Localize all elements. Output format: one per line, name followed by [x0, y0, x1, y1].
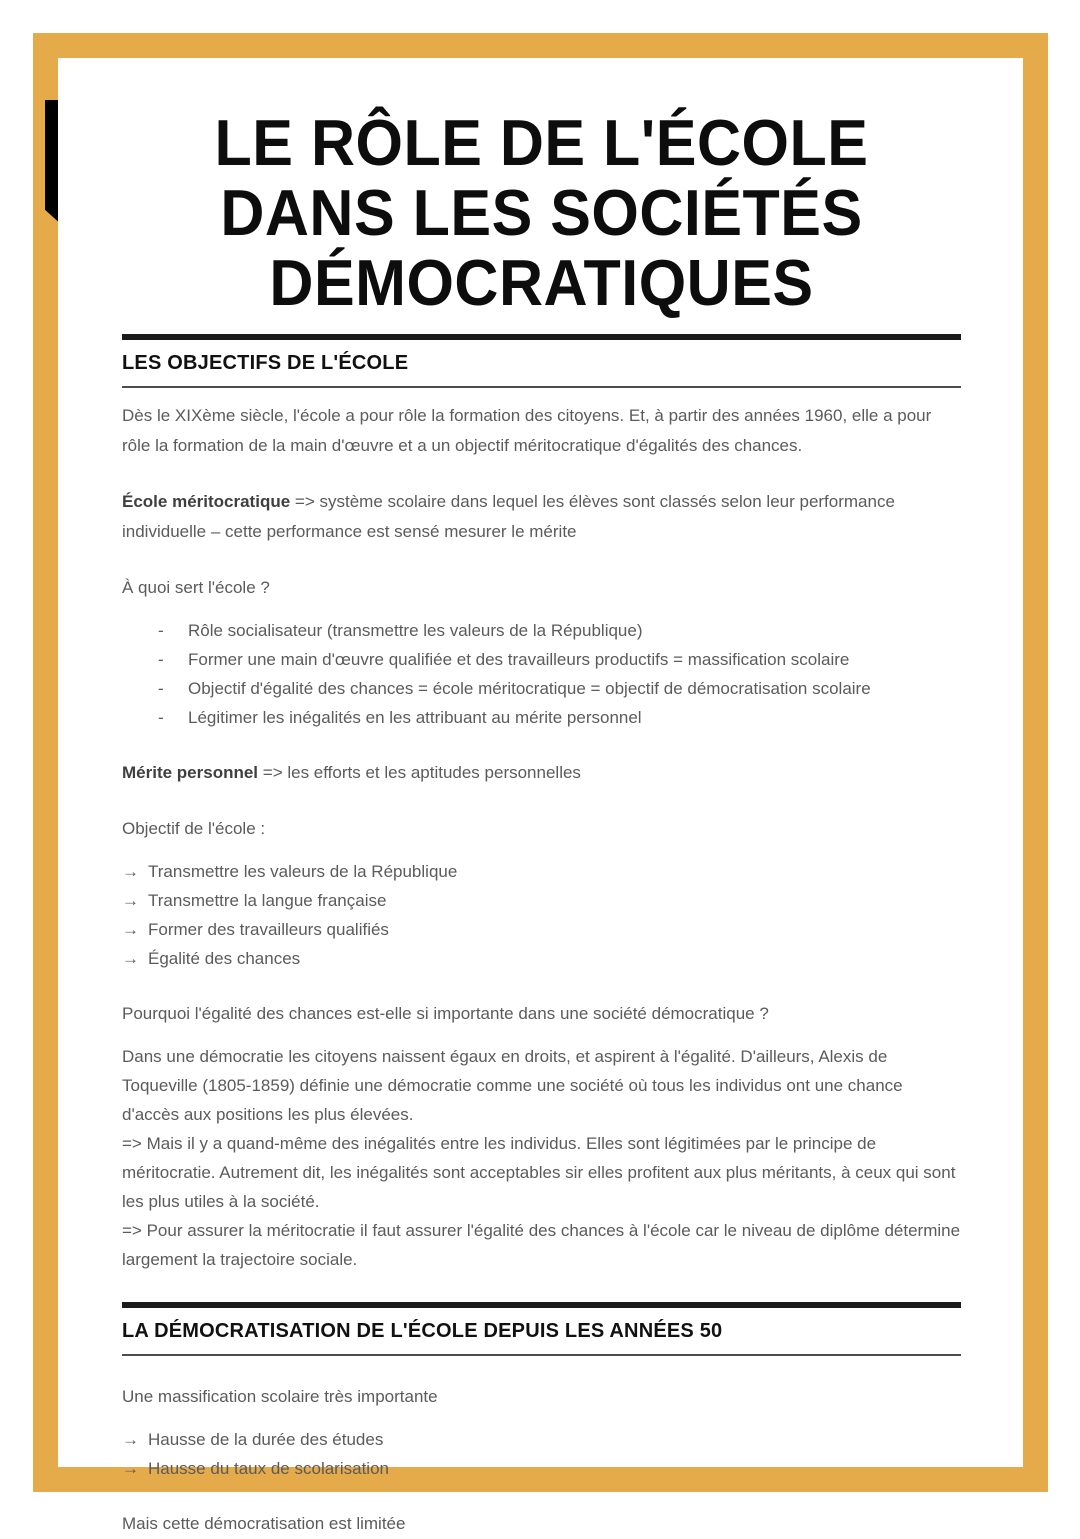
list-item-text: Objectif d'égalité des chances = école méritocratique = objectif de démocratisation scolaire [188, 679, 871, 698]
section-democratisation [122, 1302, 961, 1539]
list-item [122, 1454, 961, 1483]
dash-bullet: - [158, 708, 164, 727]
list-item-text: Former une main d'œuvre qualifiée et des travailleurs productifs = massification scolaire [188, 650, 850, 669]
arrow-icon: → [122, 1430, 139, 1449]
definition-merite-personnel [122, 758, 961, 788]
section-rule-thick [122, 334, 961, 340]
intro-paragraph: Dès le XIXème siècle, l'école a pour rôle la formation des citoyens. Et, à partir des années 1960, elle a pour rôle la formation de la main d'œuvre et a un objectif méritocratique d'égalités des chances. [122, 406, 932, 455]
arrow-icon: → [122, 1459, 139, 1478]
list-item [122, 944, 961, 973]
explanation-paragraph: => Pour assurer la méritocratie il faut assurer l'égalité des chances à l'école car le niveau de diplôme détermine largement la trajectoire sociale. [122, 1221, 961, 1269]
page-title-line: DÉMOCRATIQUES [269, 246, 814, 319]
arrow-icon: → [122, 891, 139, 910]
definition-ecole-meritocratique [122, 487, 961, 547]
definition-term: École méritocratique [122, 492, 291, 511]
list-item [122, 1425, 961, 1454]
list-item [122, 645, 961, 674]
section-heading: LA DÉMOCRATISATION DE L'ÉCOLE DEPUIS LES ANNÉES 50 [122, 1320, 723, 1342]
list-item-text: Transmettre la langue française [148, 891, 387, 910]
list-item-text: Légitimer les inégalités en les attribuant au mérite personnel [188, 708, 642, 727]
arrow-icon: → [122, 862, 139, 881]
page-title-line: LE RÔLE DE L'ÉCOLE [214, 106, 869, 180]
list-item [122, 915, 961, 944]
section-rule-thin [122, 1354, 961, 1356]
definition-term: Mérite personnel [122, 763, 259, 782]
page-title-line: DANS LES SOCIÉTÉS [220, 176, 863, 249]
explanation-paragraph: => Mais il y a quand-même des inégalités entre les individus. Elles sont légitimées par le principe de méritocratie. Autrement dit, les inégalités sont acceptables sir elles profitent aux plus méritants, à ceux qui sont les plus utiles à la société. [122, 1134, 956, 1211]
list-item-text: Rôle socialisateur (transmettre les valeurs de la République) [188, 621, 643, 640]
school-objectives-list [122, 857, 961, 973]
dash-bullet: - [158, 621, 164, 640]
arrow-icon: → [122, 920, 139, 939]
page-title [126, 108, 957, 318]
school-roles-list [122, 616, 961, 732]
section-rule-thick [122, 1302, 961, 1308]
list-item [122, 886, 961, 915]
section-rule-thin [122, 386, 961, 388]
question-equal-opportunity: Pourquoi l'égalité des chances est-elle si importante dans une société démocratique ? [122, 1004, 769, 1023]
list-item [122, 616, 961, 645]
list-item-text: Égalité des chances [148, 949, 301, 968]
definition-text: => les efforts et les aptitudes personnelles [258, 763, 581, 782]
massification-effects-list [122, 1425, 961, 1483]
section-objectifs [122, 334, 961, 1274]
school-objective-label: Objectif de l'école : [122, 819, 266, 838]
list-item-text: Transmettre les valeurs de la République [148, 862, 458, 881]
dash-bullet: - [158, 650, 164, 669]
massification-statement: Une massification scolaire très importante [122, 1387, 438, 1406]
section-heading: LES OBJECTIFS DE L'ÉCOLE [122, 352, 409, 374]
list-item [122, 857, 961, 886]
explanation-paragraph: Dans une démocratie les citoyens naissent égaux en droits, et aspirent à l'égalité. D'ailleurs, Alexis de Toqueville (1805-1859) définie une démocratie comme une société où tous les individus ont une chance d'accès aux positions les plus élevées. [122, 1047, 903, 1124]
democracy-explanation [122, 1042, 961, 1274]
list-item-text: Hausse du taux de scolarisation [148, 1459, 389, 1478]
arrow-icon: → [122, 949, 139, 968]
definition-text: => système scolaire dans lequel les élèves sont classés selon leur performance individuelle – cette performance est sensé mesurer le mérite [122, 492, 895, 541]
list-item [122, 674, 961, 703]
question-school-purpose: À quoi sert l'école ? [122, 578, 270, 597]
list-item [122, 703, 961, 732]
list-item-text: Former des travailleurs qualifiés [148, 920, 389, 939]
list-item-text: Hausse de la durée des études [148, 1430, 384, 1449]
content-area [58, 58, 1023, 1533]
limitation-statement: Mais cette démocratisation est limitée [122, 1514, 406, 1533]
dash-bullet: - [158, 679, 164, 698]
